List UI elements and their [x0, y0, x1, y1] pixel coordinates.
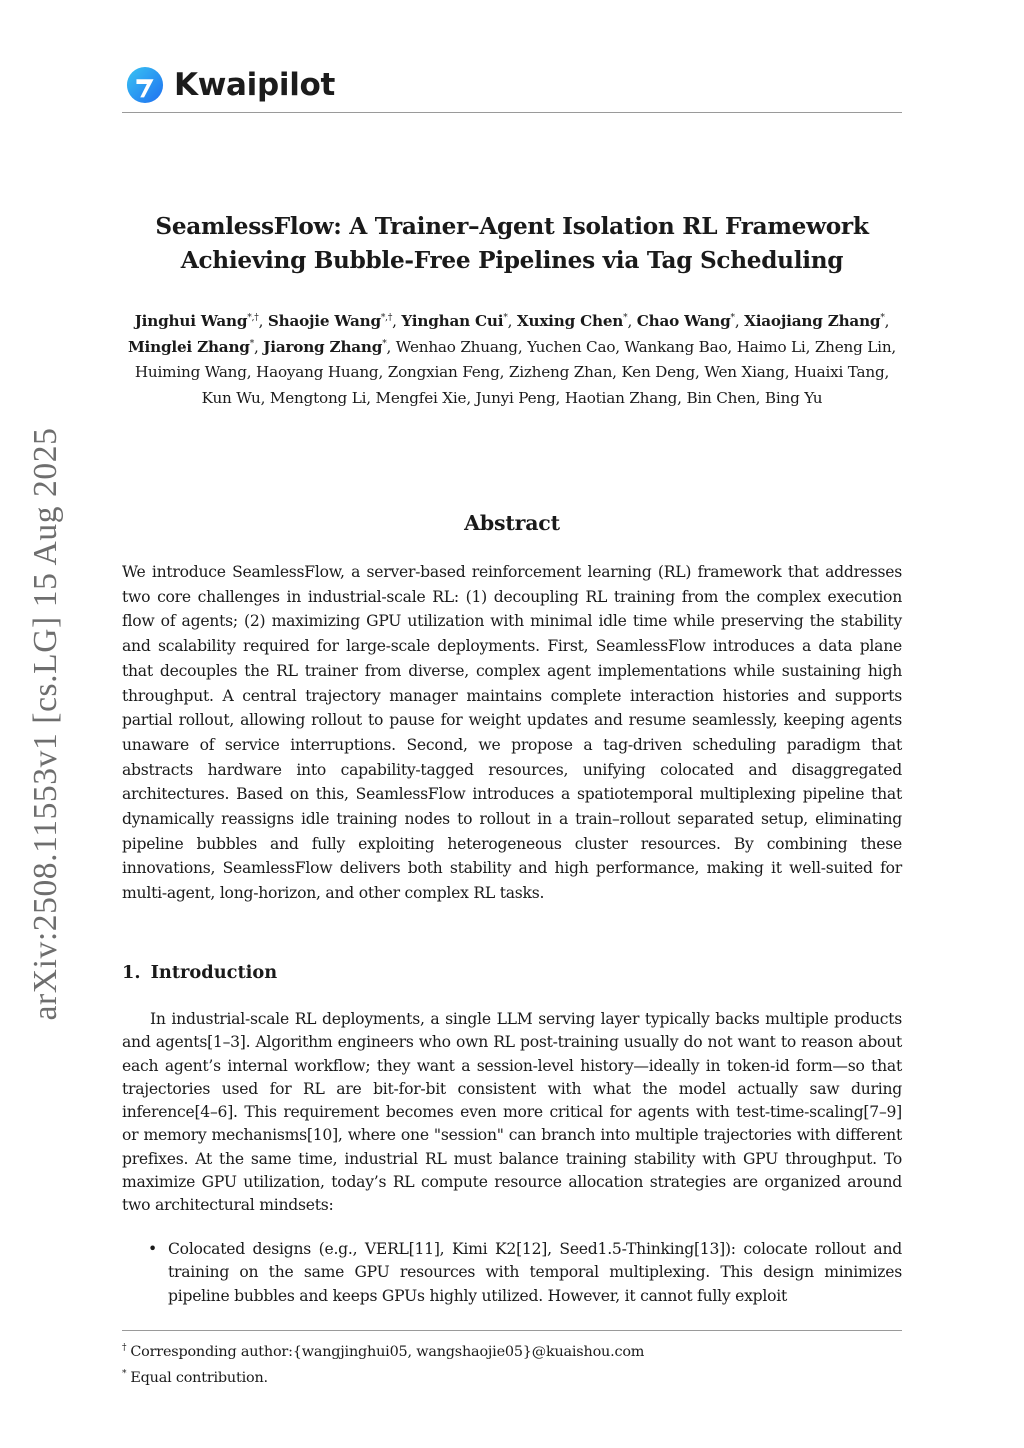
author-name: [396, 338, 518, 356]
author-name-text: Jinghui Wang: [134, 312, 248, 330]
paper-title: [122, 210, 902, 278]
author-name: [737, 338, 806, 356]
author-name-text: Haimo Li: [736, 337, 806, 356]
author-name-text: Wenhao Zhuang: [395, 337, 518, 356]
architecture-bullet-list: [122, 1238, 902, 1308]
section-heading-introduction: [122, 962, 902, 983]
author-name: [625, 338, 728, 356]
author-name-text: Zongxian Feng: [387, 363, 500, 381]
author-affiliation-mark: *: [880, 312, 885, 323]
author-name-text: Zheng Lin: [814, 337, 892, 356]
author-name-text: Jiarong Zhang: [263, 337, 383, 356]
author-affiliation-mark: *: [249, 338, 255, 349]
list-item: [122, 1238, 902, 1308]
logo-text: Kwaipilot: [174, 67, 336, 103]
author-name: [744, 312, 885, 330]
kwaipilot-logo-icon: [126, 66, 164, 104]
author-name: [401, 312, 507, 330]
author-name-text: Shaojie Wang: [267, 312, 381, 330]
footnote-corresponding: [122, 1337, 902, 1363]
author-name: [135, 312, 259, 330]
footnotes: [122, 1330, 902, 1389]
footnote-text: Equal contribution.: [130, 1369, 268, 1386]
author-name: [621, 363, 695, 381]
author-name: [376, 389, 467, 407]
author-name: [565, 389, 677, 407]
author-name-text: Kun Wu: [201, 388, 261, 407]
author-name: [388, 363, 500, 381]
author-name-text: Xuxing Chen: [516, 312, 624, 330]
title-line-2: Achieving Bubble-Free Pipelines via Tag Scheduling: [180, 246, 844, 274]
author-affiliation-mark: *: [382, 338, 387, 349]
footnote-equal-contribution: [122, 1363, 902, 1389]
author-name: [704, 363, 784, 381]
introduction-paragraph: In industrial-scale RL deployments, a single LLM serving layer typically backs multiple products and agents[1–3]. Algorithm engineers who own RL post-training usually do not want to reason about each agent’s internal workflow; they want a session-level history—ideally in token-id form—so that trajectories used for RL are bit-for-bit consistent with what the model actually saw during inference[4–6]. This requirement becomes even more critical for agents with test-time-scaling[7–9] or memory mechanisms[10], where one "session" can branch into multiple trajectories with different prefixes. At the same time, industrial RL must balance training stability with GPU throughput. To maximize GPU utilization, today’s RL compute resource allocation strategies are organized around two architectural mindsets:: [122, 1010, 902, 1215]
author-name-text: Bing Yu: [764, 388, 823, 407]
author-affiliation-mark: *,†: [247, 312, 259, 323]
footnote-text: Corresponding author:{wangjinghui05, wangshaojie05}@kuaishou.com: [130, 1343, 645, 1360]
section-title: Introduction: [150, 962, 278, 983]
author-name: [128, 338, 254, 356]
footnote-mark: *: [122, 1368, 127, 1379]
author-name-text: Chao Wang: [636, 312, 731, 330]
author-affiliation-mark: *: [730, 312, 735, 323]
author-name-text: Junyi Peng: [475, 388, 556, 407]
author-name-text: Yuchen Cao: [527, 337, 616, 356]
author-name: [637, 312, 735, 330]
author-name: [202, 389, 261, 407]
author-affiliation-mark: *: [623, 312, 628, 323]
author-name: [263, 338, 386, 356]
bullet-icon: •: [148, 1240, 157, 1258]
author-name-text: Bin Chen: [686, 388, 756, 407]
author-name-text: Wen Xiang: [704, 363, 785, 381]
author-name: [815, 338, 892, 356]
author-name-text: Wankang Bao: [624, 337, 728, 356]
author-name: [256, 363, 378, 381]
title-line-1: SeamlessFlow: A Trainer–Agent Isolation RL Framework: [155, 212, 869, 240]
author-name-text: Huiming Wang: [134, 363, 247, 381]
section-number: 1.: [122, 962, 141, 983]
page-header: [122, 62, 902, 113]
author-name-text: Ken Deng: [621, 363, 696, 381]
author-affiliation-mark: *: [503, 312, 508, 323]
author-name: [765, 389, 822, 407]
author-name-text: Zizheng Zhan: [508, 363, 613, 381]
author-name: [135, 363, 247, 381]
author-affiliation-mark: *,†: [380, 312, 393, 323]
author-name: [270, 389, 366, 407]
author-name: [794, 363, 885, 381]
author-name: [509, 363, 612, 381]
bullet-text: Colocated designs (e.g., VERL[11], Kimi K2[12], Seed1.5-Thinking[13]): colocate rollout and training on the same GPU resources with temporal multiplexing. This design minimizes pipeline bubbles and keeps GPUs highly utilized. However, it cannot fully exploit: [168, 1240, 902, 1305]
kwaipilot-logo: [126, 66, 335, 104]
author-name-text: Huaixi Tang: [793, 363, 885, 381]
author-name-text: Haotian Zhang: [564, 388, 678, 407]
footnote-mark: †: [122, 1343, 127, 1353]
author-name-text: Mengtong Li: [269, 388, 367, 407]
abstract-heading: Abstract: [464, 511, 560, 535]
arxiv-identifier: arXiv:2508.11553v1 [cs.LG] 15 Aug 2025: [27, 427, 64, 1021]
abstract-text: We introduce SeamlessFlow, a server-based reinforcement learning (RL) framework that addresses two core challenges in industrial-scale RL: (1) decoupling RL training from the complex execution flow of agents; (2) maximizing GPU utilization with minimal idle time while preserving the stability and scalability required for large-scale deployments. First, SeamlessFlow introduces a data plane that decouples the RL trainer from diverse, complex agent implementations while sustaining high throughput. A central trajectory manager maintains complete interaction histories and supports partial rollout, allowing rollout to pause for weight updates and resume seamlessly, keeping agents unaware of service interruptions. Second, we propose a tag-driven scheduling paradigm that abstracts hardware into capability-tagged resources, unifying colocated and disaggregated architectures. Based on this, SeamlessFlow introduces a spatiotemporal multiplexing pipeline that dynamically reassigns idle training nodes to rollout in a train–rollout separated setup, eliminating pipeline bubbles and fully exploiting heterogeneous cluster resources. By combining these innovations, SeamlessFlow delivers both stability and high performance, making it well-suited for multi-agent, long-horizon, and other complex RL tasks.: [122, 563, 902, 903]
author-name: [527, 338, 615, 356]
author-name-text: Haoyang Huang: [256, 363, 379, 381]
author-name: [686, 389, 755, 407]
author-name: [517, 312, 628, 330]
author-name-text: Yinghan Cui: [401, 312, 504, 330]
author-name-text: Minglei Zhang: [127, 337, 250, 356]
author-name-text: Mengfei Xie: [375, 388, 467, 407]
author-list: Jinghui Wang*,†, Shaojie Wang*,†, Yinghan Cui*, Xuxing Chen*, Chao Wang*, Xiaojiang Zhang*, Minglei Zhang*, Jiarong Zhang*, Wenhao Zhuang, Yuchen Cao, Wankang Bao, Haimo Li, Zheng Lin, Huiming Wang, Haoyang Huang, Zongxian Feng, Zizheng Zhan, Ken Deng, Wen Xiang, Huaixi Tang, Kun Wu, Mengtong Li, Mengfei Xie, Junyi Peng, Haotian Zhang, Bin Chen, Bing Yu: [127, 312, 897, 407]
author-name: [268, 312, 392, 330]
author-name: [476, 389, 556, 407]
author-name-text: Xiaojiang Zhang: [744, 312, 881, 330]
